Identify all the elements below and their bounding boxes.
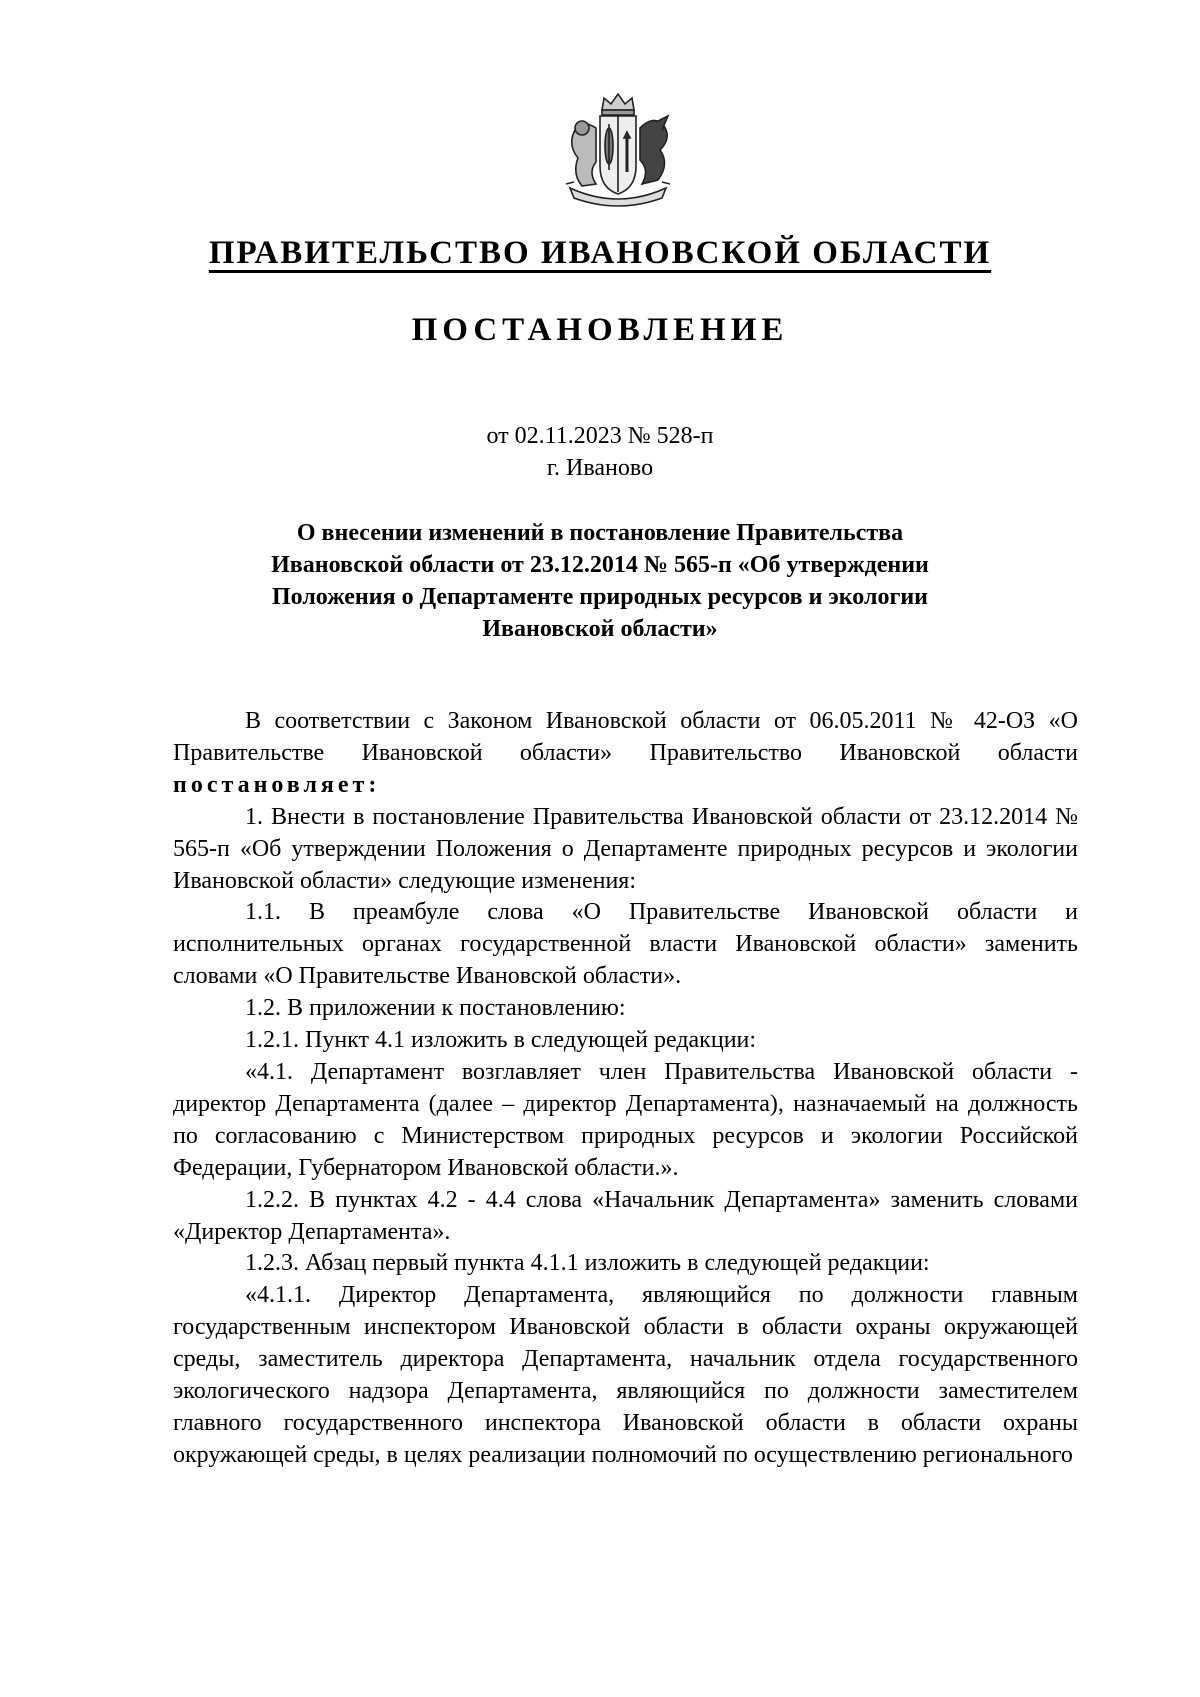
subject-line: О внесении изменений в постановление Правительства — [296, 520, 904, 546]
body-paragraph: 1. Внести в постановление Правительства Ивановской области от 23.12.2014 № 565-п «Об утверждении Положения о Департаменте природных ресурсов и экологии Ивановской области» следующие изменения: — [173, 803, 1078, 894]
subject-line: Положения о Департаменте природных ресурсов и экологии — [271, 584, 929, 610]
body-paragraph: 1.2.2. В пунктах 4.2 - 4.4 слова «Начальник Департамента» заменить словами «Директор Департамента». — [173, 1186, 1078, 1245]
document-meta — [0, 420, 1200, 484]
body-paragraph: 1.2. В приложении к постановлению: — [245, 995, 626, 1022]
resolves-word: постановляет: — [173, 771, 381, 798]
preamble-paragraph — [173, 706, 1078, 802]
body-paragraph: 1.2.3. Абзац первый пункта 4.1.1 изложить в следующей редакции: — [245, 1250, 930, 1277]
document-body — [173, 706, 1078, 1472]
subject-line: Ивановской области от 23.12.2014 № 565-п «Об утверждении — [271, 552, 929, 578]
document-subject — [0, 517, 1200, 645]
document-city: г. Иваново — [546, 455, 654, 481]
preamble-text: В соответствии с Законом Ивановской области от 06.05.2011 № 42-ОЗ «О Правительстве Ивановской области» Правительство Ивановской области — [173, 708, 1078, 766]
organization-title-text: ПРАВИТЕЛЬСТВО ИВАНОВСКОЙ ОБЛАСТИ — [208, 235, 992, 271]
body-paragraph: «4.1.1. Директор Департамента, являющийся по должности главным государственным инспектором Ивановской области в области охраны окружающей среды, заместитель директора Департамента, начальник отдела государственного экологического надзора Департамента, являющийся по должности заместителем главного государственного инспектора Ивановской области в области охраны окружающей среды, в целях реализации полномочий по осуществлению регионального — [173, 1282, 1078, 1468]
document-type: ПОСТАНОВЛЕНИЕ — [411, 312, 789, 348]
body-paragraph: 1.2.1. Пункт 4.1 изложить в следующей редакции: — [245, 1027, 757, 1054]
body-paragraph: «4.1. Департамент возглавляет член Правительства Ивановской области - директор Департамента (далее – директор Департамента), назначаемый на должность по согласованию с Министерством природных ресурсов и экологии Российской Федерации, Губернатором Ивановской области.». — [173, 1058, 1078, 1181]
subject-line: Ивановской области» — [482, 616, 718, 642]
ivanovo-coat-of-arms-icon — [556, 88, 680, 208]
organization-title — [0, 235, 1200, 272]
body-paragraph: 1.1. В преамбуле слова «О Правительстве Ивановской области и исполнительных органах государственной власти Ивановской области» заменить словами «О Правительстве Ивановской области». — [173, 899, 1078, 990]
document-date-number: от 02.11.2023 № 528-п — [486, 423, 714, 449]
